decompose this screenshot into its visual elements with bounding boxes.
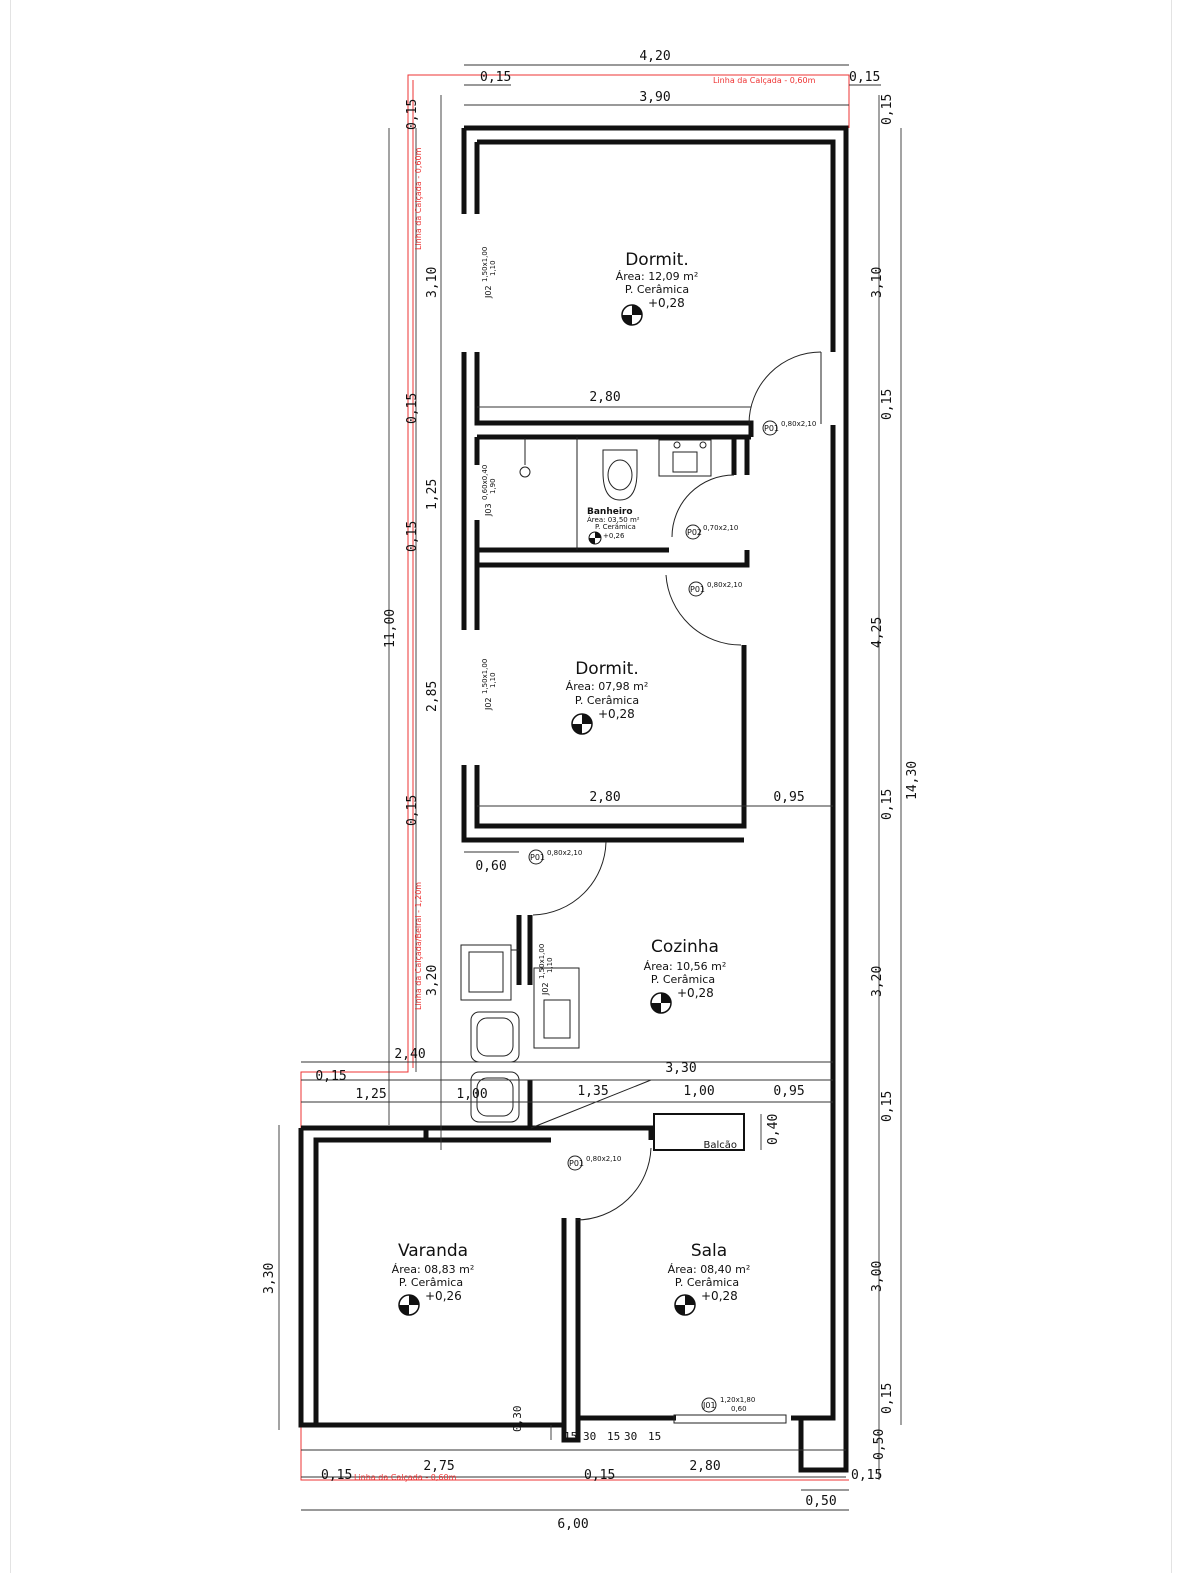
dimension-labels — [262, 49, 920, 1532]
dim-w-015f: 0,15 — [315, 1069, 347, 1084]
dim-w-095a: 0,95 — [773, 790, 805, 805]
dim-l-310: 3,10 — [425, 266, 440, 298]
room-floor-banheiro: P. Cerâmica — [595, 523, 636, 531]
dim-w-095b: 0,95 — [773, 1084, 805, 1099]
dim-r-015d: 0,15 — [880, 1090, 895, 1122]
dim-b-030v: 0,30 — [511, 1405, 524, 1432]
window-sill-j03: 1,90 — [489, 478, 497, 494]
dim-b-015r: 0,15 — [851, 1468, 883, 1483]
dim-w-100a: 1,00 — [456, 1087, 488, 1102]
room-level-cozinha: +0,28 — [677, 986, 714, 1000]
floor-plan-drawing — [11, 0, 1171, 1573]
note-sidewalk-bottom: Linha da Calçada - 0,60m — [354, 1473, 457, 1482]
room-name-cozinha: Cozinha — [651, 937, 719, 957]
window-sill-j02-a: 1,10 — [489, 260, 497, 276]
window-tag-j02-a: J02 — [484, 285, 493, 298]
room-floor-varanda: P. Cerâmica — [398, 1276, 464, 1289]
note-sidewalk-left-lower: Linha da Calçada/Beiral - 1,20m — [414, 881, 423, 1010]
door-tag-p01-b: P01 — [690, 585, 706, 594]
dim-l-285: 2,85 — [425, 680, 440, 712]
room-floor-sala: P. Cerâmica — [674, 1276, 740, 1289]
window-sill-j01: 0,60 — [731, 1405, 747, 1413]
note-sidewalk-left-upper: Linha da Calçada - 0,60m — [414, 147, 423, 250]
dim-r-total: 14,30 — [905, 760, 920, 800]
sidewalk-lines — [301, 75, 849, 1480]
window-tag-j01: J01 — [703, 1401, 716, 1410]
dim-top-inner: 3,90 — [639, 90, 671, 105]
dim-r-300: 3,00 — [870, 1260, 885, 1292]
dim-w-280b: 2,80 — [589, 790, 621, 805]
dim-top-left: 0,15 — [480, 70, 512, 85]
room-area-sala: Área: 08,40 m² — [667, 1263, 751, 1276]
dim-w-100b: 1,00 — [683, 1084, 715, 1099]
window-sill-j02-b: 1,10 — [489, 672, 497, 688]
room-area-banheiro: Área: 03,50 m² — [587, 516, 640, 524]
room-level-varanda: +0,26 — [425, 1289, 462, 1303]
dim-top-total: 4,20 — [639, 49, 671, 64]
dim-r-050: 0,50 — [872, 1428, 887, 1460]
room-area-cozinha: Área: 10,56 m² — [643, 960, 727, 973]
window-size-j03: 0,60x0,40 — [481, 464, 489, 500]
room-name-varanda: Varanda — [397, 1241, 469, 1261]
window-size-j02-a: 1,50x1,00 — [481, 246, 489, 282]
dim-w-280a: 2,80 — [589, 390, 621, 405]
room-floor-cozinha: P. Cerâmica — [650, 973, 716, 986]
dim-w-060: 0,60 — [475, 859, 507, 874]
room-area-dormit-1: Área: 12,09 m² — [615, 270, 699, 283]
dim-b-15c: 15 — [648, 1430, 662, 1443]
room-floor-dormit-1: P. Cerâmica — [624, 283, 690, 296]
window-size-j02-b: 1,50x1,00 — [481, 658, 489, 694]
note-sidewalk-top: Linha da Calçada - 0,60m — [713, 76, 816, 85]
room-level-sala: +0,28 — [701, 1289, 738, 1303]
window-sill-j02-c: 1,10 — [546, 957, 554, 973]
dim-r-320: 3,20 — [870, 965, 885, 997]
room-name-banheiro: Banheiro — [587, 507, 633, 517]
dim-r-015a: 0,15 — [880, 93, 895, 125]
dim-b-15a: 15 — [564, 1430, 578, 1443]
dim-l-320: 3,20 — [425, 964, 440, 996]
room-name-dormit-1: Dormit. — [625, 250, 689, 270]
door-tag-p01-d: P01 — [569, 1159, 585, 1168]
dim-l-1100: 11,00 — [383, 608, 398, 648]
dim-top-right: 0,15 — [849, 70, 881, 85]
door-size-p01-b: 0,80x2,10 — [707, 581, 743, 589]
room-area-varanda: Área: 08,83 m² — [391, 1263, 475, 1276]
dim-l-015b: 0,15 — [405, 392, 420, 424]
door-size-p01-a: 0,80x2,10 — [781, 420, 817, 428]
window-tag-j02-c: J02 — [541, 982, 550, 995]
room-area-dormit-2: Área: 07,98 m² — [565, 680, 649, 693]
dim-l-015a: 0,15 — [405, 98, 420, 130]
room-level-dormit-1: +0,28 — [648, 296, 685, 310]
window-size-j01: 1,20x1,80 — [720, 1396, 756, 1404]
dim-r-310: 3,10 — [870, 266, 885, 298]
door-size-p01-c: 0,80x2,10 — [547, 849, 583, 857]
floor-plan-page — [10, 0, 1172, 1573]
fixtures — [461, 437, 711, 1128]
dim-w-040: 0,40 — [766, 1113, 781, 1145]
dim-l-125: 1,25 — [425, 478, 440, 510]
door-tag-p01-a: P01 — [764, 424, 780, 433]
room-level-banheiro: +0,26 — [603, 532, 625, 540]
level-markers — [399, 305, 695, 1315]
dim-w-240: 2,40 — [394, 1047, 426, 1062]
dim-b-30a: 30 — [583, 1430, 597, 1443]
dimension-lines — [279, 65, 901, 1510]
dim-r-015e: 0,15 — [880, 1382, 895, 1414]
dim-b-15b: 15 — [607, 1430, 621, 1443]
dim-b-015m: 0,15 — [584, 1468, 616, 1483]
dim-r-015c: 0,15 — [880, 788, 895, 820]
dim-b-600: 6,00 — [557, 1517, 589, 1532]
dim-r-015b: 0,15 — [880, 388, 895, 420]
window-tag-j03: J03 — [484, 503, 493, 516]
room-name-sala: Sala — [690, 1241, 728, 1261]
room-level-dormit-2: +0,28 — [598, 707, 635, 721]
dim-b-275: 2,75 — [423, 1459, 455, 1474]
door-tag-p02: P02 — [687, 528, 703, 537]
dim-b-015l: 0,15 — [321, 1468, 353, 1483]
door-tag-p01-c: P01 — [530, 853, 546, 862]
room-floor-dormit-2: P. Cerâmica — [574, 694, 640, 707]
dim-b-050: 0,50 — [805, 1494, 837, 1509]
walls — [301, 128, 846, 1470]
dim-w-330: 3,30 — [665, 1061, 697, 1076]
door-size-p02: 0,70x2,10 — [703, 524, 739, 532]
door-size-p01-d: 0,80x2,10 — [586, 1155, 622, 1163]
dim-l-015c: 0,15 — [405, 520, 420, 552]
dim-l-015d: 0,15 — [405, 794, 420, 826]
dim-w-135: 1,35 — [577, 1084, 609, 1099]
dim-b-280: 2,80 — [689, 1459, 721, 1474]
dim-b-30b: 30 — [624, 1430, 638, 1443]
dim-r-425: 4,25 — [870, 616, 885, 648]
dim-w-125: 1,25 — [355, 1087, 387, 1102]
balcao-label: Balcão — [703, 1140, 737, 1151]
window-size-j02-c: 1,50x1,00 — [538, 943, 546, 979]
window-tag-j02-b: J02 — [484, 697, 493, 710]
dim-l-330: 3,30 — [262, 1262, 277, 1294]
room-name-dormit-2: Dormit. — [575, 659, 639, 679]
